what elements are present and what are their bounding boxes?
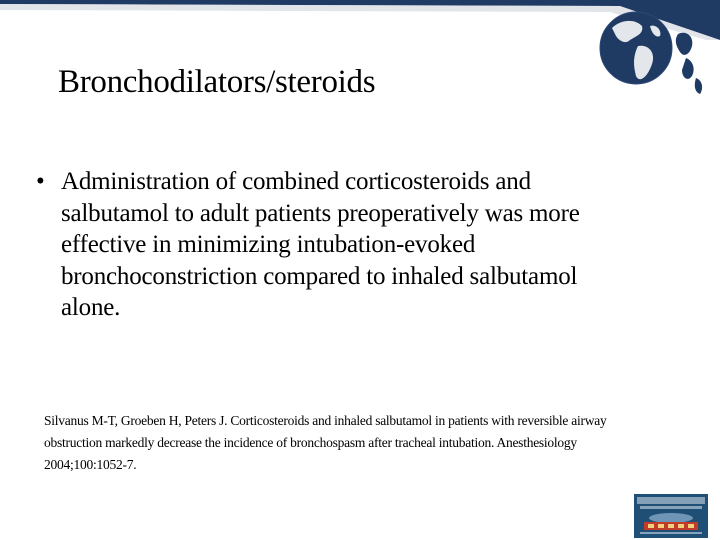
globe-icon xyxy=(590,6,708,106)
slide-title: Bronchodilators/steroids xyxy=(58,64,376,100)
bullet-line: alone. xyxy=(61,294,121,321)
reference-line: obstruction markedly decrease the incidence of bronchospasm after tracheal intubation. Anesthesiology xyxy=(44,435,577,450)
reference-line: 2004;100:1052-7. xyxy=(44,457,137,472)
bullet-line: bronchoconstriction compared to inhaled salbutamol xyxy=(61,262,578,290)
society-logo xyxy=(634,494,708,538)
bullet-symbol: • xyxy=(36,168,45,195)
bullet-text xyxy=(61,166,580,324)
bullet-line: effective in minimizing intubation-evoked xyxy=(61,231,476,258)
reference-citation xyxy=(44,410,664,476)
reference-line: Silvanus M-T, Groeben H, Peters J. Corticosteroids and inhaled salbutamol in patients with reversible airway xyxy=(44,413,607,428)
bullet-line: salbutamol to adult patients preoperatively was more xyxy=(61,199,580,227)
bullet-line: Administration of combined corticosteroids and xyxy=(61,168,531,195)
